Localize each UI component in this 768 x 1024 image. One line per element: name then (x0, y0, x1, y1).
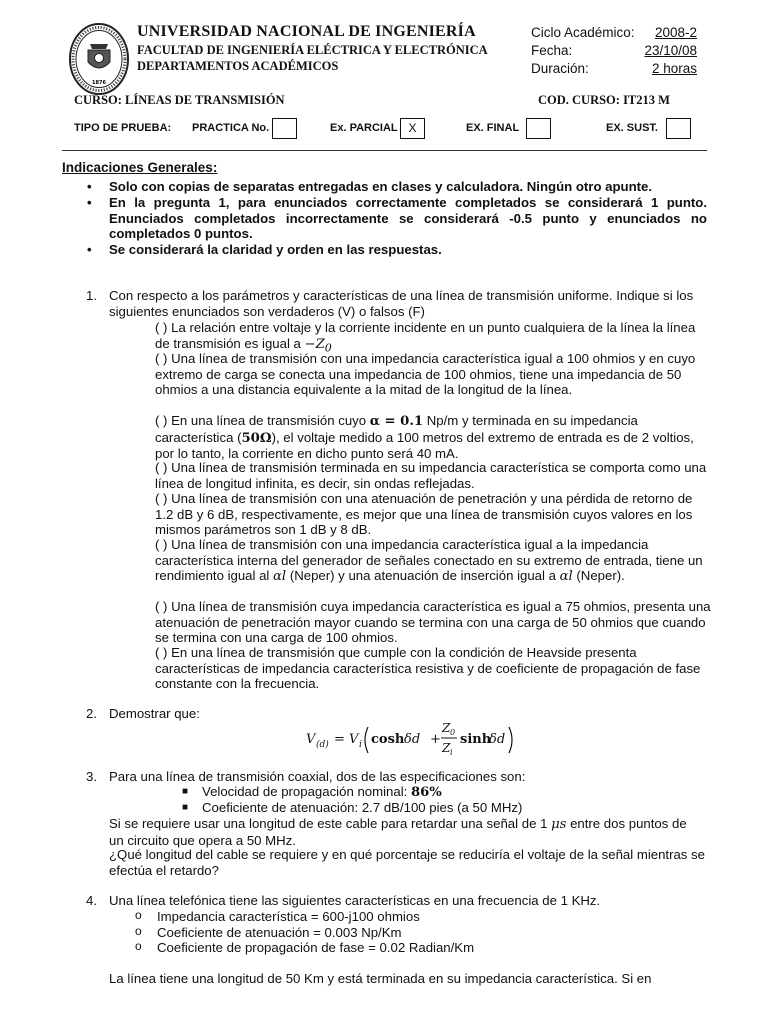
eq-z0: Z (442, 721, 451, 735)
statement-text: ( ) En una línea de transmisión cuyo (155, 413, 370, 428)
bullet-icon: • (87, 179, 92, 194)
bullet-icon: • (87, 242, 92, 257)
spec-text: Velocidad de propagación nominal: (202, 784, 411, 799)
statement-text: ( ) La relación entre voltaje y la corriente incidente en un punto cualquiera de la línea la línea de transmisión es igual a (155, 320, 696, 351)
line-characteristic (135, 924, 677, 941)
question-3-paragraph (109, 816, 689, 848)
statement-text: ( ) Una línea de transmisión con una impedancia característica igual a la impedancia característica interna del generador de señales conectado en su extremo de entrada, tiene un rendimiento igual al (155, 537, 703, 583)
question-number: 4. (86, 893, 97, 908)
meta-value: 2 horas (651, 61, 697, 76)
circle-bullet-icon: o (135, 908, 142, 922)
university-name: UNIVERSIDAD NACIONAL DE INGENIERÍA (137, 23, 476, 40)
question-text: Una línea telefónica tiene las siguientes características en una frecuencia de 1 KHz. (109, 893, 601, 908)
paragraph-text: Si se requiere usar una longitud de este cable para retardar una señal de 1 (109, 816, 552, 831)
checkbox-sust[interactable] (666, 118, 691, 139)
math-expr: αl (273, 569, 287, 584)
meta-date (531, 43, 697, 61)
statement-text: (Neper). (572, 568, 625, 583)
exam-meta (531, 25, 697, 79)
math-expr: −Z (304, 336, 325, 352)
indication-text: Solo con copias de separatas entregadas en clases y calculadora. Ningún otro apunte. (109, 179, 653, 194)
course-code: COD. CURSO: IT213 M (538, 93, 670, 107)
math-sub: 0 (324, 341, 332, 355)
statement-3 (155, 413, 711, 462)
test-type-option-label: EX. SUST. (606, 122, 658, 134)
square-bullet-icon: ■ (182, 786, 189, 797)
characteristic-text: Coeficiente de propagación de fase = 0.02 Radian/Km (157, 940, 475, 955)
test-type-label: TIPO DE PRUEBA: (74, 122, 172, 134)
meta-value: 2008-2 (654, 25, 697, 40)
test-type-option-label: EX. FINAL (466, 122, 520, 134)
math-expr: αl (559, 569, 573, 584)
math-expr: α = 0.1 (369, 414, 424, 429)
checkbox-practica[interactable] (272, 118, 297, 139)
eq-sinh: sinh (460, 732, 492, 747)
statement-5: ( ) Una línea de transmisión con una atenuación de penetración y una pérdida de retorno de 1.2 dB y 6 dB, respectivamente, es mejor que una línea de transmisión cuyos valores en los mismos parámetros son 1 dB y 8 dB. (155, 491, 693, 537)
eq-plus: + (430, 732, 441, 747)
meta-cycle (531, 25, 697, 43)
statement-text: Np/m y terminada en su impedancia característica ( (155, 413, 638, 445)
question-text: Para una línea de transmisión coaxial, dos de las especificaciones son: (109, 769, 526, 784)
indication-item (87, 195, 707, 242)
circle-bullet-icon: o (135, 924, 142, 938)
eq-lhs-sub: (d) (316, 740, 329, 750)
meta-duration (531, 61, 697, 79)
checkbox-parcial[interactable]: X (400, 118, 425, 139)
math-expr: μs (551, 817, 567, 832)
test-type-option-label: Ex. PARCIAL (330, 122, 398, 134)
indication-text: Se considerará la claridad y orden en las respuestas. (109, 242, 442, 257)
seal-year: 1876 (92, 80, 106, 86)
spec-item (182, 784, 722, 801)
question-4-paragraph: La línea tiene una longitud de 50 Km y está terminada en su impedancia característica. Si en (109, 971, 652, 986)
meta-label: Duración: (531, 61, 589, 76)
paragraph-text: entre dos puntos de un circuito que opera a 50 MHz. (109, 816, 687, 848)
eq-z0-sub: 0 (450, 728, 456, 737)
equation-q2 (300, 715, 520, 759)
question-number: 2. (86, 706, 97, 721)
question-3-paragraph: ¿Qué longitud del cable se requiere y en qué porcentaje se reduciría el voltaje de la señal mientras se efectúa el retardo? (109, 847, 705, 878)
question-3 (86, 769, 709, 785)
question-4 (86, 893, 709, 909)
test-type-option-label: PRACTICA No. (192, 122, 270, 134)
statement-2: ( ) Una línea de transmisión con una impedancia característica igual a 100 ohmios y en cuyo extremo de carga se conecta una impedancia de 100 ohmios, tiene una impedancia de 50 ohmios a una distancia equivalente a la mitad de la longitud de la línea. (155, 351, 696, 397)
question-1 (86, 288, 709, 319)
university-seal-icon (68, 22, 130, 96)
statement-4: ( ) Una línea de transmisión terminada en su impedancia característica se comporta como una línea de longitud infinita, es decir, sin ondas reflejadas. (155, 460, 707, 491)
indication-text: En la pregunta 1, para enunciados correctamente completados se considerará 1 punto. Enunciados completados incorrectamente se considerará -0.5 punto y enunciados no completados 0 puntos. (109, 195, 707, 241)
indication-item (87, 242, 707, 258)
question-number: 3. (86, 769, 97, 784)
square-bullet-icon: ■ (182, 802, 189, 813)
spec-value: 86% (410, 785, 442, 800)
meta-label: Fecha: (531, 43, 573, 58)
eq-lhs: V (306, 732, 316, 747)
math-expr: 50Ω (241, 430, 272, 446)
line-characteristic (135, 908, 677, 925)
line-characteristic (135, 939, 677, 956)
checkbox-final[interactable] (526, 118, 551, 139)
spec-text: Coeficiente de atenuación: 2.7 dB/100 pies (a 50 MHz) (202, 800, 523, 815)
header-divider (62, 150, 707, 151)
statement-6 (155, 537, 711, 585)
eq-vi: = V (334, 732, 359, 747)
eq-cosh: cosh (371, 732, 405, 747)
statement-text: ), el voltaje medido a 100 metros del extremo de entrada es de 2 voltios, por lo tanto, la corriente en dicho punto será 40 mA. (155, 429, 694, 461)
spec-item (182, 800, 722, 816)
department-name: DEPARTAMENTOS ACADÉMICOS (137, 59, 339, 73)
statement-text: (Neper) y una atenuación de inserción igual a (286, 568, 560, 583)
indications-title: Indicaciones Generales: (62, 160, 218, 175)
eq-zi-sub: i (450, 748, 453, 757)
faculty-name: FACULTAD DE INGENIERÍA ELÉCTRICA Y ELECTRÓNICA (137, 43, 488, 57)
question-text: Con respecto a los parámetros y características de una línea de transmisión uniforme. Indique si los siguientes enunciados son verdaderos (V) o falsos (F) (109, 288, 694, 319)
question-number: 1. (86, 288, 97, 303)
meta-label: Ciclo Académico: (531, 25, 635, 40)
circle-bullet-icon: o (135, 939, 142, 953)
bullet-icon: • (87, 195, 92, 210)
question-text: Demostrar que: (109, 706, 200, 721)
statement-8: ( ) En una línea de transmisión que cumple con la condición de Heavside presenta características de impedancia característica resistiva y de coeficiente de propagación de fase constante con la frecuencia. (155, 645, 701, 691)
eq-arg2: δd (489, 732, 506, 747)
characteristic-text: Impedancia característica = 600-j100 ohmios (157, 909, 420, 924)
characteristic-text: Coeficiente de atenuación = 0.003 Np/Km (157, 925, 402, 940)
meta-value: 23/10/08 (644, 43, 697, 58)
eq-vi-sub: i (359, 740, 362, 750)
course-name: CURSO: LÍNEAS DE TRANSMISIÓN (74, 93, 285, 107)
eq-arg1: δd (404, 732, 421, 747)
statement-7: ( ) Una línea de transmisión cuya impedancia característica es igual a 75 ohmios, presenta una atenuación de penetración mayor cuando se termina con una carga de 50 ohmios que cuando se termina con una carga de 100 ohmios. (155, 599, 711, 645)
indication-item (87, 179, 707, 195)
eq-zi: Z (442, 741, 451, 755)
